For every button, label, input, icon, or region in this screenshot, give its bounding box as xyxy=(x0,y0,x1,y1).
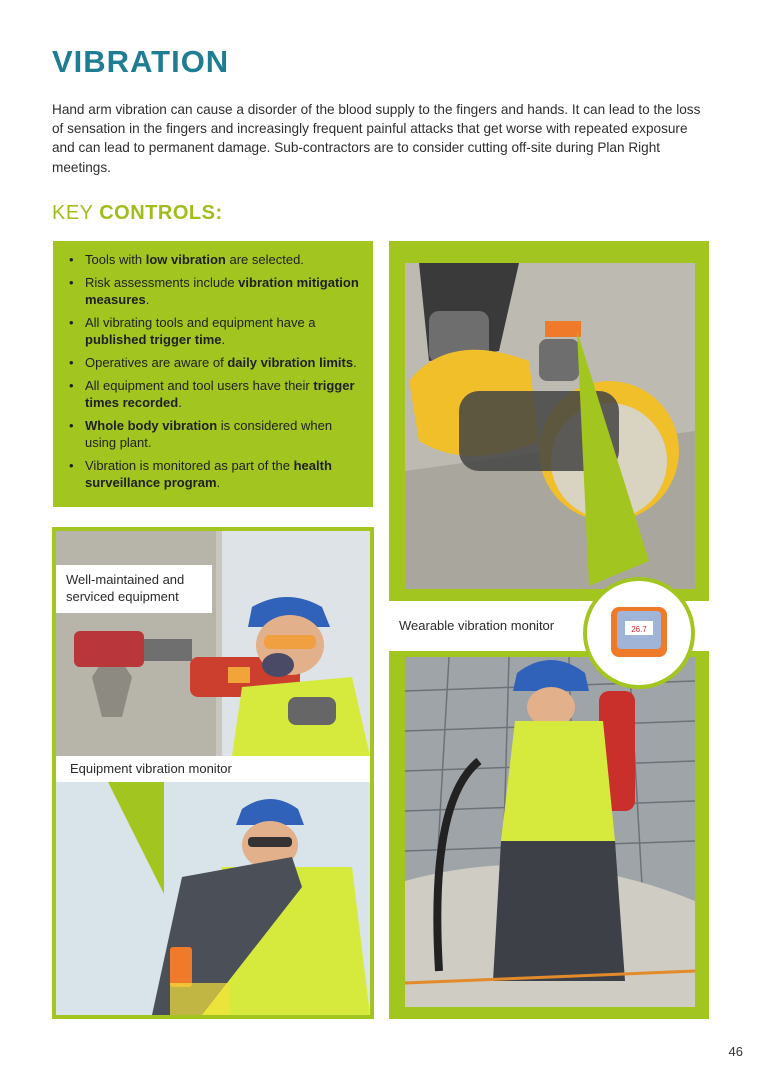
key-controls-bold: CONTROLS xyxy=(99,202,216,224)
control-text: Vibration is monitored as part of the xyxy=(85,458,294,473)
respirator-mask xyxy=(262,653,294,677)
right-illustration-panel xyxy=(389,241,709,1019)
control-item xyxy=(67,417,359,451)
worker-trousers xyxy=(493,841,625,981)
control-emphasis: published trigger time xyxy=(85,332,222,347)
control-text: are selected. xyxy=(225,252,304,267)
control-emphasis: Whole body vibration xyxy=(85,418,218,433)
key-controls-colon: : xyxy=(215,202,223,224)
control-text: All vibrating tools and equipment have a xyxy=(85,315,316,330)
control-text: . xyxy=(178,395,182,410)
control-item xyxy=(67,274,359,308)
control-emphasis: trigger times recorded xyxy=(85,378,355,410)
control-text: . xyxy=(145,292,150,307)
hi-vis-vest-3 xyxy=(501,721,615,841)
control-text: All equipment and tool users have their xyxy=(85,378,314,393)
control-text: Operatives are aware of xyxy=(85,355,228,370)
drill-shaft xyxy=(144,639,192,661)
control-item xyxy=(67,354,359,371)
control-text: . xyxy=(216,475,221,490)
control-item xyxy=(67,457,359,491)
left-illustration-panel xyxy=(52,527,374,1019)
key-controls-box xyxy=(53,241,373,507)
control-item xyxy=(67,314,359,348)
control-text: Risk assessments include xyxy=(85,275,239,290)
page-number: 46 xyxy=(728,1044,743,1059)
gloved-hand-right xyxy=(539,339,579,381)
wrist-watch xyxy=(545,321,581,337)
watch-reading: 26.7 xyxy=(631,625,647,634)
control-item xyxy=(67,377,359,411)
control-item xyxy=(67,251,359,268)
jackhammer-monitor xyxy=(170,947,192,987)
control-text: . xyxy=(353,355,357,370)
equipment-monitor-caption: Equipment vibration monitor xyxy=(56,756,370,782)
control-text: . xyxy=(221,332,226,347)
key-controls-heading xyxy=(52,202,223,225)
drill-vibration-monitor xyxy=(228,667,250,683)
control-emphasis: low vibration xyxy=(145,252,226,267)
key-controls-light: KEY xyxy=(52,202,100,224)
control-emphasis: daily vibration limits xyxy=(227,355,354,370)
control-emphasis: vibration mitigation measures xyxy=(85,275,359,307)
control-text: is considered when using plant. xyxy=(85,418,333,450)
motion-blur xyxy=(170,983,230,1015)
intro-paragraph: Hand arm vibration can cause a disorder of the blood supply to the fingers and hands. It can lead to the loss of sensation in the fingers and increasingly frequent painful attacks that get worse with repeated exposure and can lead to permanent damage. Sub-contractors are to consider cutting off-site during Plan Right meetings. xyxy=(52,102,701,175)
control-emphasis: health surveillance program xyxy=(85,458,332,490)
safety-glasses xyxy=(248,837,292,847)
control-text: Tools with xyxy=(85,252,146,267)
serviced-equipment-caption: Well-maintained and serviced equipment xyxy=(60,571,210,605)
gloved-hand xyxy=(288,697,336,725)
page-title: VIBRATION xyxy=(52,44,230,79)
wearable-monitor-caption: Wearable vibration monitor xyxy=(399,618,555,633)
safety-goggles xyxy=(264,635,316,649)
core-drill-bit xyxy=(74,631,144,667)
controls-list xyxy=(67,251,359,491)
